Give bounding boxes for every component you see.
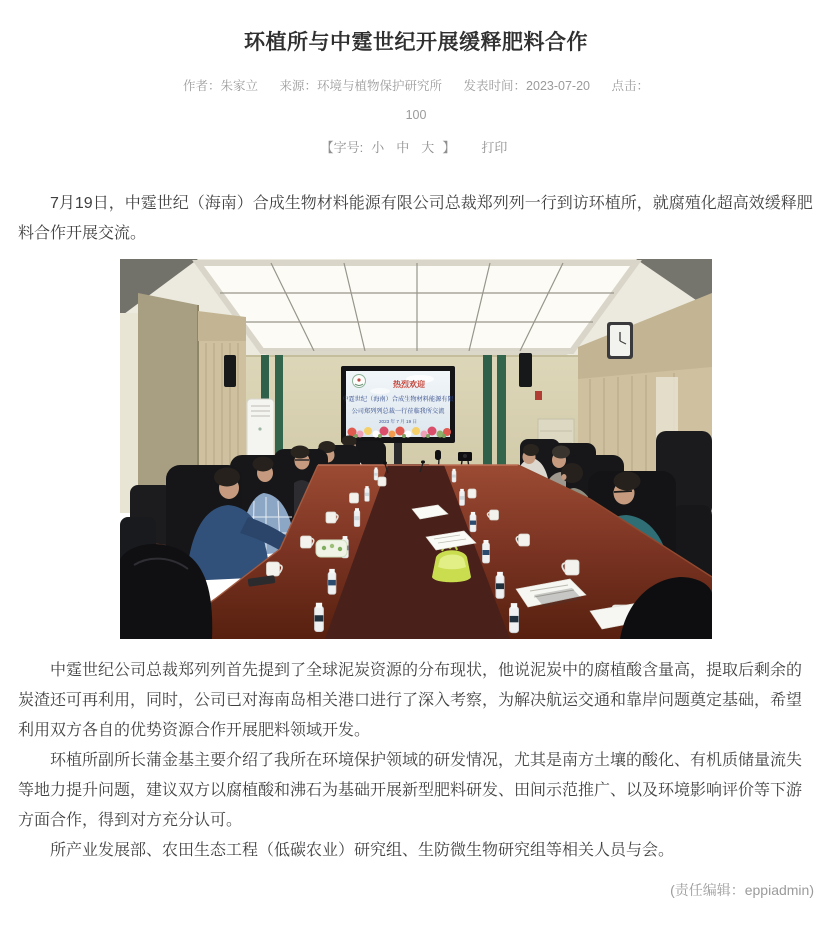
fontsize-suffix: 】: [442, 140, 456, 155]
article-page: [0, 28, 832, 914]
font-medium-button[interactable]: 中: [396, 140, 410, 155]
meta-author-value: 朱家立: [220, 79, 259, 93]
fontsize-prefix: 【字号:: [320, 140, 364, 155]
paragraph-4: 所产业发展部、农田生态工程（低碳农业）研究组、生防微生物研究组等相关人员与会。: [50, 842, 675, 859]
speaker-left: [224, 355, 236, 387]
article-title: 环植所与中霆世纪开展缓释肥料合作: [244, 31, 588, 54]
screen-welcome-text: 热烈欢迎: [393, 380, 425, 389]
window-left: [120, 313, 140, 513]
fire-sign: [535, 391, 542, 400]
screen-company-text: 中霆世纪（海南）合成生物材料能源有限: [342, 396, 454, 403]
article-meta: [18, 78, 814, 94]
paragraph-2: 中霆世纪公司总裁郑列列首先提到了全球泥炭资源的分布现状，他说泥炭中的腐植酸含量高，提取后剩余的炭渣还可再利用，同时，公司已对海南岛相关港口进行了深入考察，为解决航运交通和靠岸问题奠定基础，希望利用双方各自的优势资源合作开展肥料领域开发。: [18, 662, 803, 739]
article-body: [18, 189, 814, 866]
screen-date-text: 2023 年 7 月 19 日: [378, 419, 418, 424]
meta-source-label: 来源：: [279, 79, 318, 93]
font-size-toolbar: [18, 139, 814, 157]
meta-source-value: 环境与植物保护研究所: [317, 79, 443, 93]
screen-visit-text: 公司郑列列总裁一行莅临我所交流: [351, 408, 445, 415]
meta-author: [183, 79, 258, 93]
meeting-room-photo: [120, 259, 712, 639]
meta-date-value: 2023-07-20: [526, 79, 590, 93]
paragraph-1: 7月19日，中霆世纪（海南）合成生物材料能源有限公司总裁郑列列一行到访环植所，就腐殖化超高效缓释肥料合作开展交流。: [18, 195, 813, 242]
meta-date: [464, 79, 590, 93]
meeting-photo-figure: [18, 259, 814, 639]
paragraph-3: 环植所副所长蒲金基主要介绍了我所在环境保护领域的研发情况，尤其是南方土壤的酸化、有机质储量流失等地力提升问题，建议双方以腐植酸和沸石为基础开展新型肥料研发、田间示范推广、以及环境影响评价等下游方面合作，得到对方充分认可。: [18, 752, 803, 829]
pilaster-green-right-2: [497, 355, 506, 473]
editor-note: (责任编辑：eppiadmin): [670, 882, 814, 898]
speaker-right: [519, 353, 532, 387]
font-large-button[interactable]: 大: [421, 140, 435, 155]
tissue-box-left: [316, 540, 347, 557]
meta-author-label: 作者：: [183, 79, 221, 93]
meta-hits-label: 点击：: [611, 79, 649, 93]
wall-clock: [607, 322, 633, 359]
meta-hits-value: 100: [405, 108, 427, 122]
meta-source: [280, 79, 443, 93]
meta-date-label: 发表时间：: [463, 79, 527, 93]
font-small-button[interactable]: 小: [371, 140, 385, 155]
print-button[interactable]: 打印: [481, 140, 508, 155]
pilaster-green-right-1: [483, 355, 492, 473]
